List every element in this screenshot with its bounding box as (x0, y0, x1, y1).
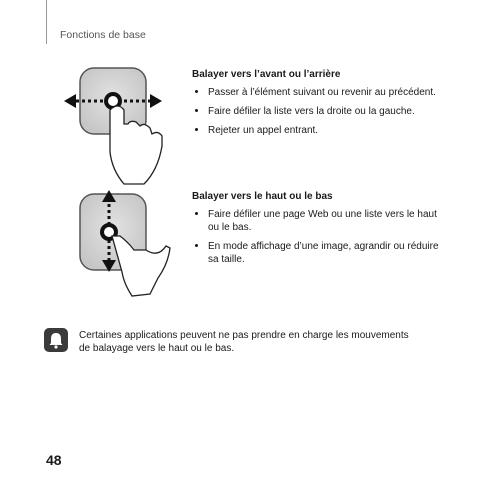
header-divider (46, 0, 47, 44)
vertical-swipe-section (192, 191, 442, 272)
bullet-item: Rejeter un appel entrant. (192, 124, 442, 137)
horizontal-swipe-title: Balayer vers l’avant ou l’arrière (192, 69, 341, 80)
bullet-item: En mode affichage d’une image, agrandir ou réduire sa taille. (192, 240, 442, 266)
page-number: 48 (46, 452, 62, 468)
section-header: Fonctions de base (60, 29, 146, 41)
horizontal-swipe-bullets (192, 86, 442, 137)
vertical-swipe-title: Balayer vers le haut ou le bas (192, 191, 333, 202)
note-text: Certaines applications peuvent ne pas prendre en charge les mouvements de balayage vers le haut ou le bas. (79, 330, 409, 354)
horizontal-swipe-illustration (62, 62, 182, 192)
vertical-swipe-illustration (62, 188, 182, 313)
bullet-item: Faire défiler une page Web ou une liste vers le haut ou le bas. (192, 208, 442, 234)
bell-icon (44, 328, 68, 352)
vertical-swipe-bullets (192, 208, 442, 266)
horizontal-swipe-section (192, 69, 442, 143)
bullet-item: Faire défiler la liste vers la droite ou la gauche. (192, 105, 442, 118)
bullet-item: Passer à l’élément suivant ou revenir au précédent. (192, 86, 442, 99)
